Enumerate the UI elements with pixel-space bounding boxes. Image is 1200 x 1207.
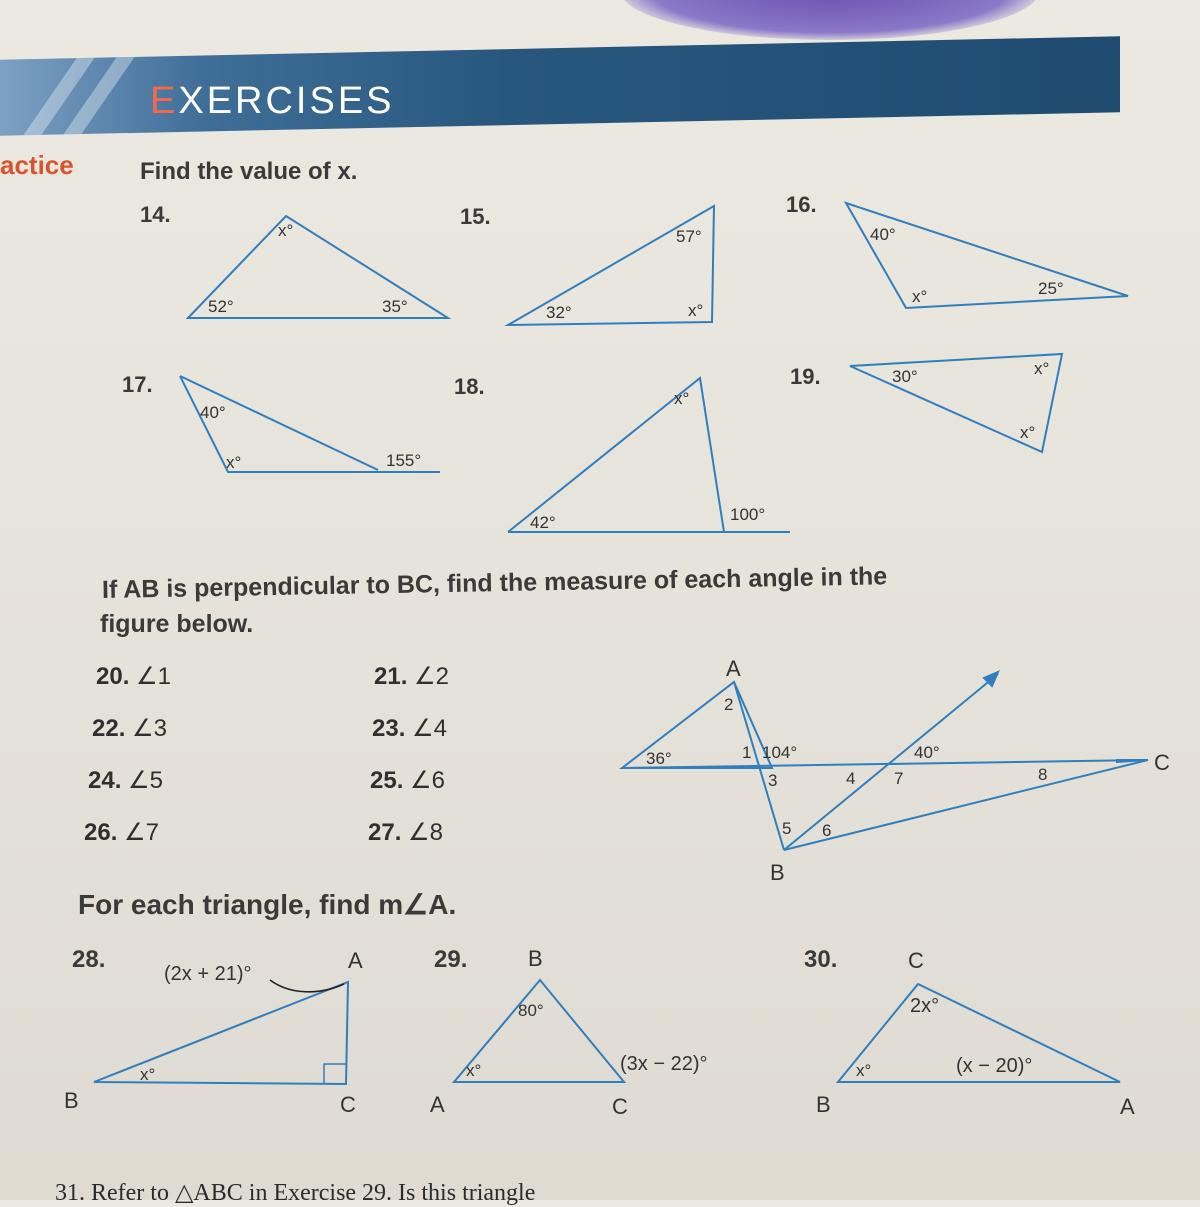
triangle-16 xyxy=(846,203,1128,308)
triangle-28 xyxy=(94,982,348,1084)
given-36: 36° xyxy=(646,749,672,768)
point-30-B: B xyxy=(816,1092,831,1117)
label-16-bottom: x° xyxy=(912,287,928,306)
label-16-top: 40° xyxy=(870,225,896,244)
label-14-right: 35° xyxy=(382,297,408,316)
point-A: A xyxy=(726,656,741,681)
angle-num-3: 3 xyxy=(768,771,778,790)
label-15-top: 57° xyxy=(676,227,702,246)
point-28-C: C xyxy=(340,1092,356,1117)
label-16-right: 25° xyxy=(1038,279,1064,298)
problem-28-number: 28. xyxy=(72,946,106,973)
angle-num-8: 8 xyxy=(1038,765,1048,784)
question-25: 25. ∠6 xyxy=(370,767,445,794)
question-27: 27. ∠8 xyxy=(368,819,443,846)
label-14-left: 52° xyxy=(208,297,234,316)
point-29-B: B xyxy=(528,946,543,971)
label-30-right: (x − 20)° xyxy=(956,1055,1033,1077)
perpendicular-instruction-line1: If AB is perpendicular to BC, find the measure of each angle in the xyxy=(101,562,888,604)
angle-num-1: 1 xyxy=(742,743,752,762)
find-x-instruction: Find the value of x. xyxy=(140,158,358,185)
problem-19-number: 19. xyxy=(790,364,821,389)
label-17-top: 40° xyxy=(200,403,226,422)
problem-29-number: 29. xyxy=(434,946,468,973)
problem-16-number: 16. xyxy=(786,192,817,217)
point-28-A: A xyxy=(348,948,363,973)
label-18-left: 42° xyxy=(530,513,556,532)
question-26: 26. ∠7 xyxy=(84,819,159,846)
footer-text: 31. Refer to △ABC in Exercise 29. Is this triangle xyxy=(55,1180,536,1206)
angle-num-2: 2 xyxy=(724,695,734,714)
arrow-28-label xyxy=(270,980,344,992)
point-30-C: C xyxy=(908,948,924,973)
problem-17-number: 17. xyxy=(122,372,153,397)
triangle-15 xyxy=(508,206,714,325)
point-B: B xyxy=(770,860,785,885)
label-30-left: x° xyxy=(856,1061,872,1080)
question-20: 20. ∠1 xyxy=(96,663,171,690)
problem-30-number: 30. xyxy=(804,946,838,973)
label-19-left: 30° xyxy=(892,367,918,386)
question-21: 21. ∠2 xyxy=(374,663,449,690)
perpendicular-instruction-line2: figure below. xyxy=(100,610,254,638)
label-19-bottom: x° xyxy=(1020,423,1036,442)
question-22: 22. ∠3 xyxy=(92,715,167,742)
label-14-top: x° xyxy=(278,221,294,240)
banner-title: EXERCISES xyxy=(150,80,395,122)
angle-num-5: 5 xyxy=(782,819,792,838)
point-30-A: A xyxy=(1120,1094,1135,1119)
problem-15-number: 15. xyxy=(460,204,491,229)
label-15-right: x° xyxy=(688,301,704,320)
problem-14-number: 14. xyxy=(140,202,171,227)
label-28-expr: (2x + 21)° xyxy=(164,963,252,985)
label-30-top: 2x° xyxy=(910,995,940,1017)
problem-18-number: 18. xyxy=(454,374,485,399)
practice-label: actice xyxy=(0,150,74,180)
label-15-left: 32° xyxy=(546,303,572,322)
given-104: 104° xyxy=(762,743,798,762)
given-40: 40° xyxy=(914,743,940,762)
point-C: C xyxy=(1154,750,1170,775)
label-17-right: 155° xyxy=(386,451,422,470)
find-mA-instruction: For each triangle, find m∠A. xyxy=(78,889,457,920)
question-24: 24. ∠5 xyxy=(88,767,163,794)
angle-num-7: 7 xyxy=(894,769,904,788)
label-18-top: x° xyxy=(674,389,690,408)
label-19-top: x° xyxy=(1034,359,1050,378)
label-17-left: x° xyxy=(226,453,242,472)
point-29-A: A xyxy=(430,1092,445,1117)
label-29-top: 80° xyxy=(518,1001,544,1020)
label-29-right: (3x − 22)° xyxy=(620,1053,708,1075)
label-28-x: x° xyxy=(140,1065,156,1084)
question-23: 23. ∠4 xyxy=(372,715,447,742)
angle-num-6: 6 xyxy=(822,821,832,840)
label-18-right: 100° xyxy=(730,505,766,524)
right-angle-28 xyxy=(324,1064,346,1084)
angle-num-4: 4 xyxy=(846,769,856,788)
point-29-C: C xyxy=(612,1094,628,1119)
point-28-B: B xyxy=(64,1088,79,1113)
label-29-left: x° xyxy=(466,1061,482,1080)
